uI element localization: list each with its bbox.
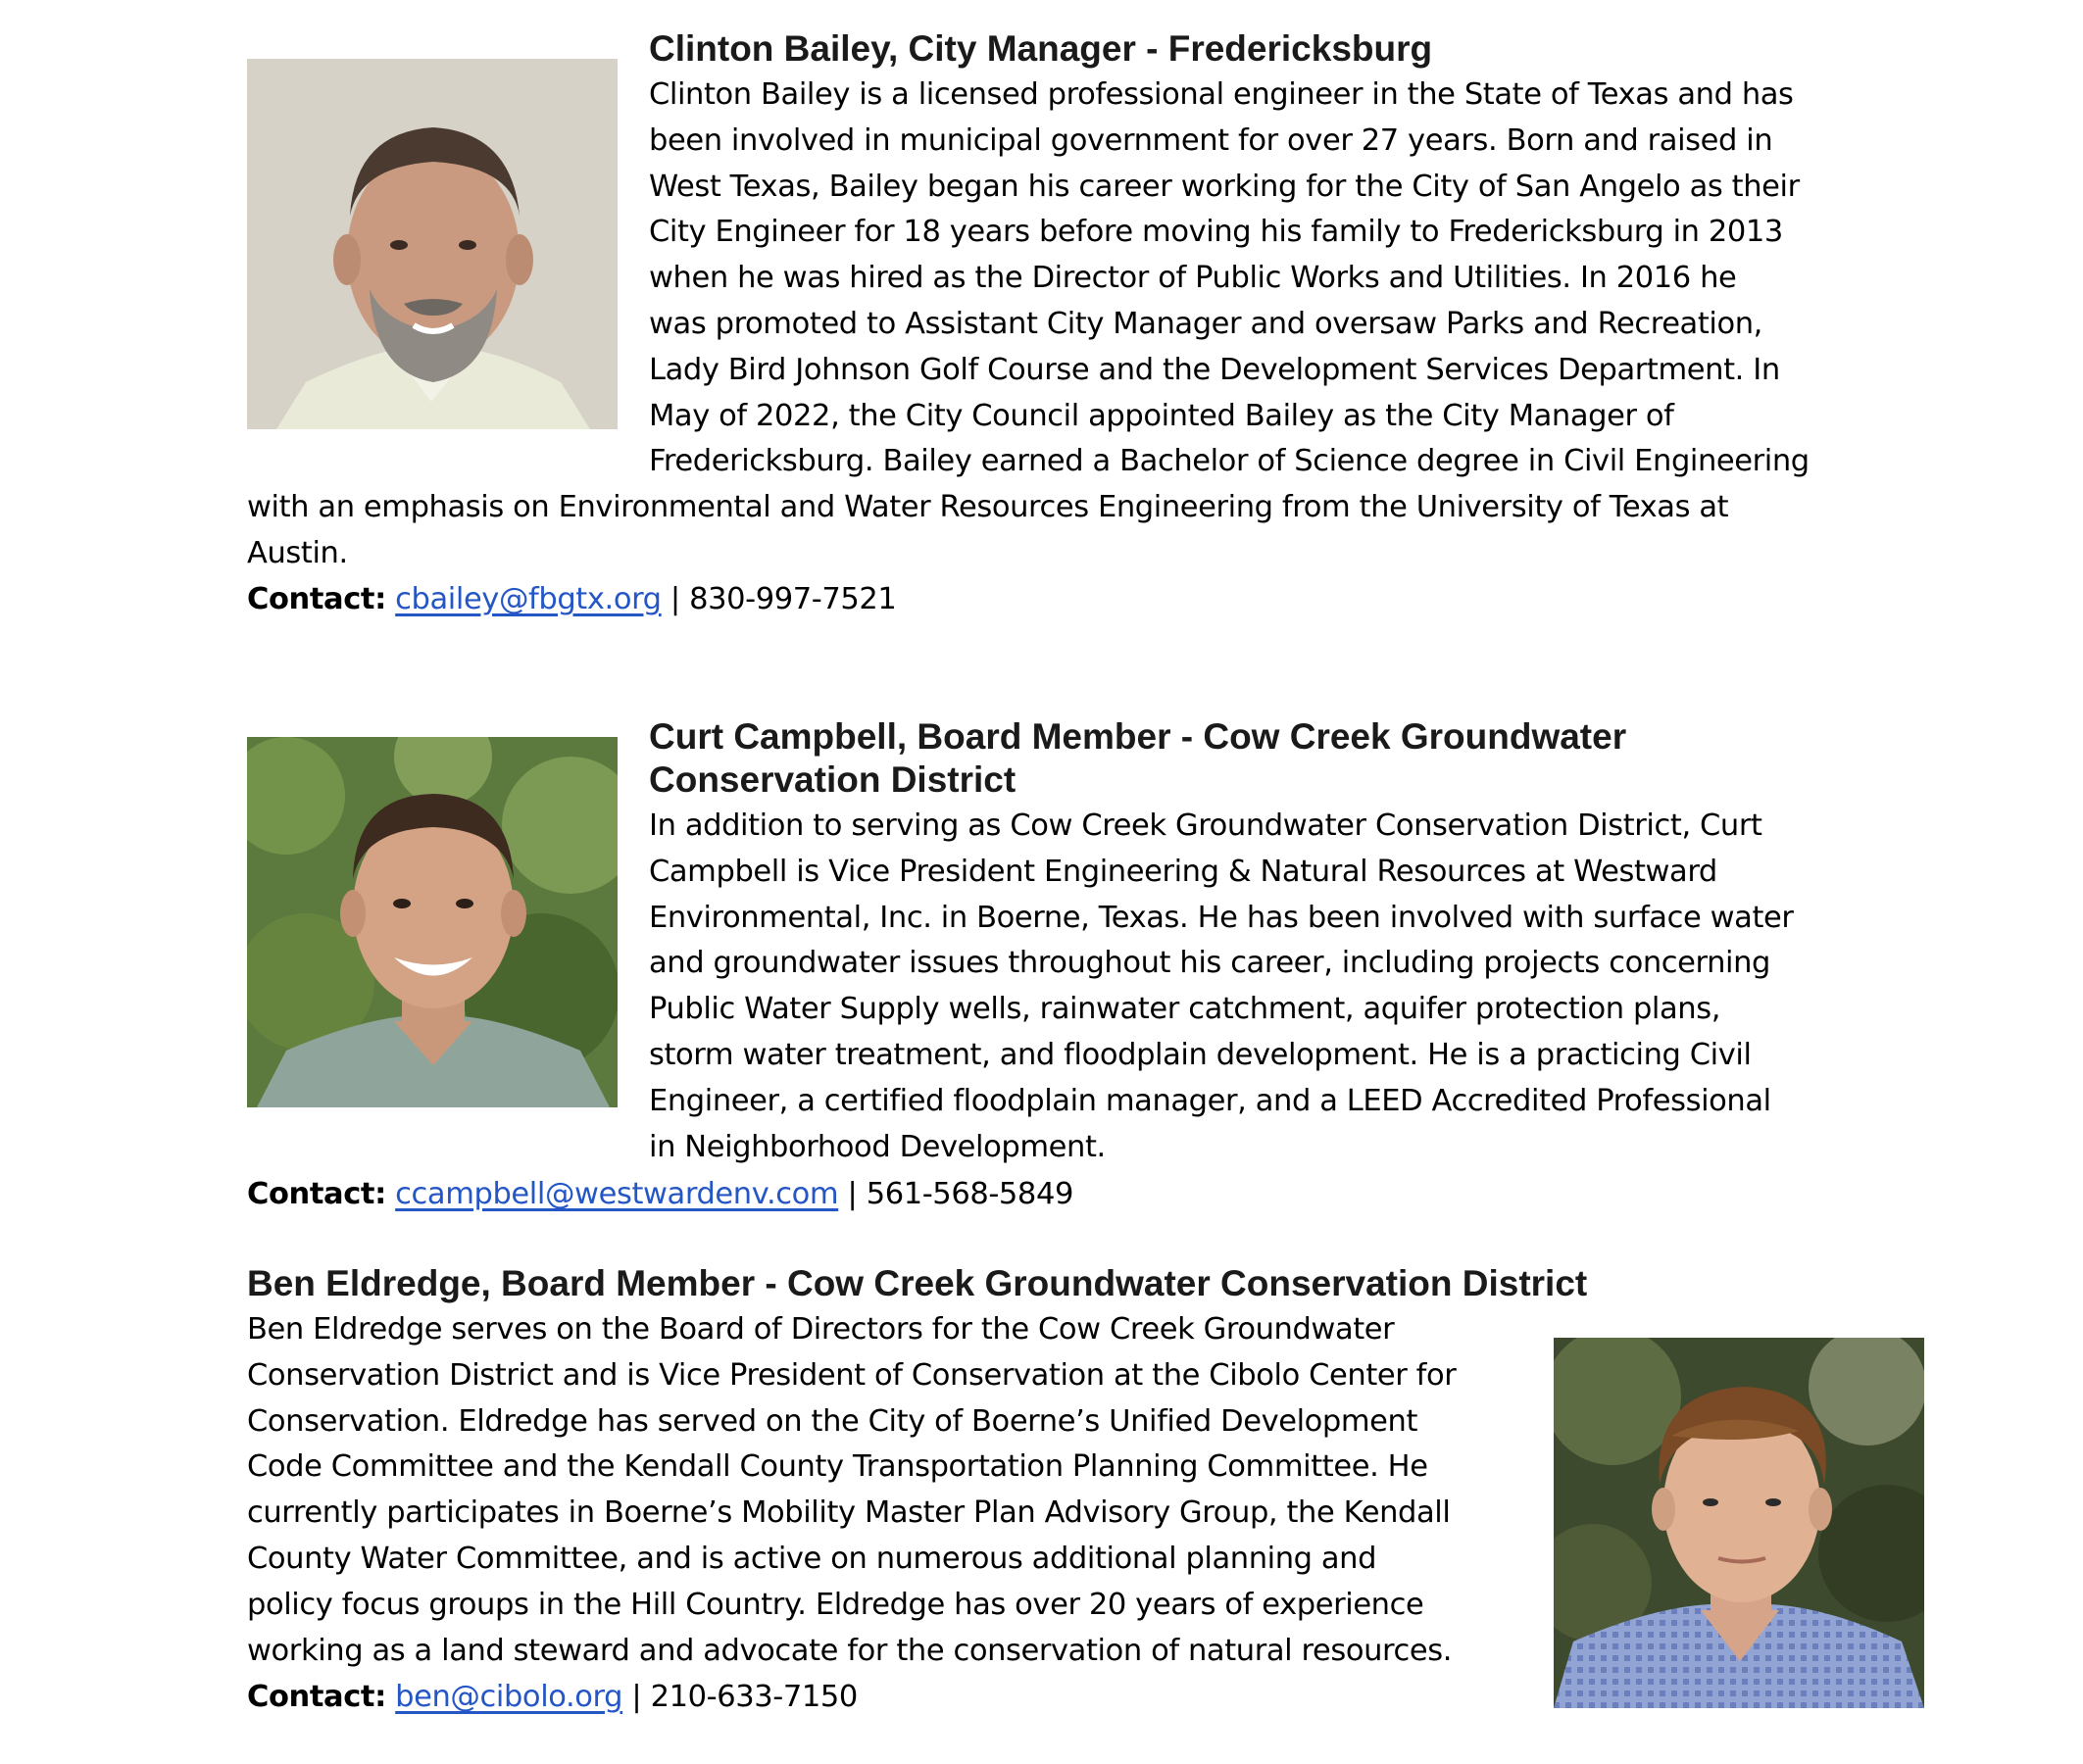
contact-row (247, 1675, 858, 1721)
ben-eldredge-photo (1554, 1338, 1924, 1708)
contact-separator: | (622, 1680, 651, 1714)
bio-line: Conservation District and is Vice President of Conservation at the Cibolo Center for (247, 1357, 1457, 1393)
bio-line: Austin. (247, 535, 348, 570)
contact-row (247, 577, 896, 623)
bio-curt-campbell (649, 715, 1923, 802)
email-link[interactable]: ben@cibolo.org (395, 1680, 623, 1714)
contact-separator: | (838, 1177, 867, 1211)
bio-heading-line: Clinton Bailey, City Manager - Fredericksburg (649, 28, 1433, 69)
bio-line: been involved in municipal government for over 27 years. Born and raised in (649, 122, 1773, 158)
contact-separator: | (661, 582, 690, 616)
bio-ben-eldredge (247, 1262, 2011, 1305)
bio-line: City Engineer for 18 years before moving his family to Fredericksburg in 2013 (649, 215, 1783, 250)
bio-line: Ben Eldredge serves on the Board of Directors for the Cow Creek Groundwater (247, 1312, 1395, 1347)
bio-heading-line: Curt Campbell, Board Member - Cow Creek Groundwater (649, 716, 1627, 757)
email-link[interactable]: ccampbell@westwardenv.com (395, 1177, 839, 1211)
bio-heading (247, 1262, 2011, 1305)
bio-line: Fredericksburg. Bailey earned a Bachelor of Science degree in Civil Engineering (649, 444, 1810, 479)
bio-line: Code Committee and the Kendall County Transportation Planning Committee. He (247, 1449, 1428, 1485)
contact-label: Contact: (247, 1680, 386, 1714)
bio-clinton-bailey (649, 27, 1923, 71)
bio-heading (649, 715, 1923, 802)
bio-body (649, 804, 1794, 1170)
clinton-bailey-photo (247, 59, 618, 429)
bio-body-continued (247, 485, 1728, 577)
bio-line: Campbell is Vice President Engineering & Natural Resources at Westward (649, 854, 1717, 889)
bio-line: currently participates in Boerne’s Mobility Master Plan Advisory Group, the Kendall (247, 1495, 1451, 1531)
bio-line: Clinton Bailey is a licensed professional engineer in the State of Texas and has (649, 77, 1794, 112)
bio-line: policy focus groups in the Hill Country. Eldredge has over 20 years of experience (247, 1587, 1424, 1622)
bio-line: Public Water Supply wells, rainwater catchment, aquifer protection plans, (649, 992, 1721, 1027)
bio-body (247, 1307, 1456, 1674)
bio-line: In addition to serving as Cow Creek Groundwater Conservation District, Curt (649, 808, 1762, 843)
bio-line: West Texas, Bailey began his career working for the City of San Angelo as their (649, 169, 1800, 204)
bio-line: Conservation. Eldredge has served on the City of Boerne’s Unified Development (247, 1403, 1418, 1439)
bio-heading-line: Conservation District (649, 760, 1017, 800)
bio-line: Engineer, a certified floodplain manager, and a LEED Accredited Professional (649, 1083, 1771, 1118)
phone-number: 830-997-7521 (689, 582, 897, 616)
bio-line: Environmental, Inc. in Boerne, Texas. He has been involved with surface water (649, 900, 1794, 935)
phone-number: 561-568-5849 (866, 1177, 1073, 1211)
phone-number: 210-633-7150 (650, 1680, 858, 1714)
bio-line: and groundwater issues throughout his career, including projects concerning (649, 946, 1771, 981)
bio-line: May of 2022, the City Council appointed Bailey as the City Manager of (649, 398, 1674, 433)
bio-line: with an emphasis on Environmental and Water Resources Engineering from the University of Texas at (247, 490, 1729, 524)
email-link[interactable]: cbailey@fbgtx.org (395, 582, 662, 616)
contact-row (247, 1172, 1073, 1218)
bio-line: when he was hired as the Director of Public Works and Utilities. In 2016 he (649, 261, 1737, 296)
curt-campbell-photo (247, 737, 618, 1107)
bio-line: was promoted to Assistant City Manager and oversaw Parks and Recreation, (649, 306, 1762, 341)
bio-line: Lady Bird Johnson Golf Course and the Development Services Department. In (649, 352, 1780, 387)
bio-line: working as a land steward and advocate for the conservation of natural resources. (247, 1633, 1453, 1668)
bio-line: in Neighborhood Development. (649, 1129, 1106, 1164)
contact-label: Contact: (247, 1177, 386, 1211)
bio-line: storm water treatment, and floodplain development. He is a practicing Civil (649, 1037, 1752, 1072)
bio-heading (649, 27, 1923, 71)
bio-line: County Water Committee, and is active on numerous additional planning and (247, 1541, 1377, 1576)
bio-heading-line: Ben Eldredge, Board Member - Cow Creek Groundwater Conservation District (247, 1263, 1588, 1303)
contact-label: Contact: (247, 582, 386, 616)
bio-body (649, 73, 1810, 485)
